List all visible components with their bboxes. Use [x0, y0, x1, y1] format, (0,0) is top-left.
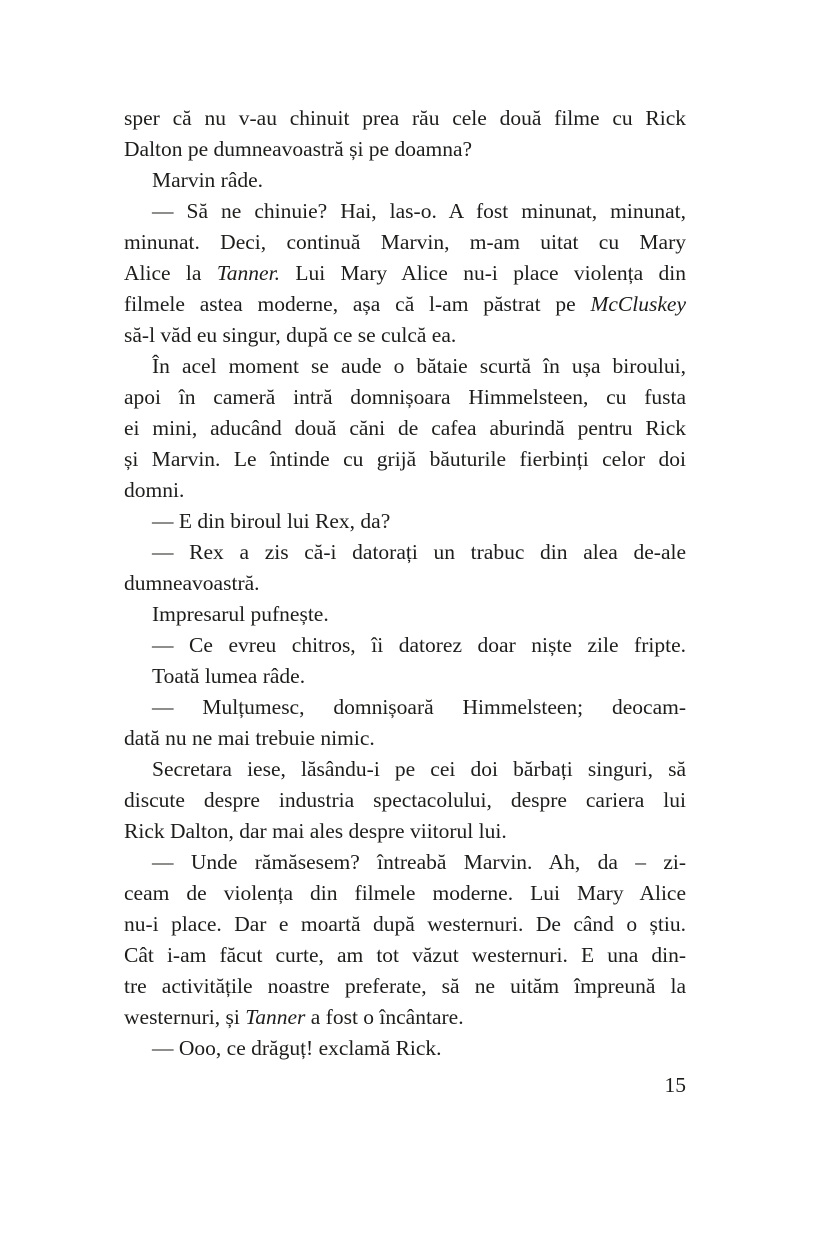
- body-text: domni.: [124, 478, 185, 502]
- body-text: apoi în cameră intră domnișoara Himmelsteen, cu fusta: [124, 385, 686, 409]
- body-text: ceam de violența din filmele moderne. Lui Mary Alice: [124, 881, 686, 905]
- body-text: sper că nu v-au chinuit prea rău cele două filme cu Rick: [124, 106, 686, 130]
- body-text: westernuri, și: [124, 1005, 246, 1029]
- body-text: tre activitățile noastre preferate, să ne uităm împreună la: [124, 974, 686, 998]
- text-line: [124, 816, 686, 847]
- text-line: [124, 692, 686, 723]
- italic-text: McCluskey: [590, 292, 686, 316]
- page-number: 15: [664, 1073, 686, 1097]
- text-line: [124, 599, 686, 630]
- text-line: [124, 568, 686, 599]
- body-text: — Ce evreu chitros, îi datorez doar niște zile fripte.: [152, 633, 686, 657]
- body-text: — Mulțumesc, domnișoară Himmelsteen; deocam-: [152, 695, 686, 719]
- body-text: ei mini, aducând două căni de cafea aburindă pentru Rick: [124, 416, 686, 440]
- body-text: dumneavoastră.: [124, 571, 260, 595]
- body-text: discute despre industria spectacolului, despre cariera lui: [124, 788, 686, 812]
- body-text: a fost o încântare.: [305, 1005, 464, 1029]
- text-line: [124, 289, 686, 320]
- text-line: [124, 940, 686, 971]
- body-text: — Ooo, ce drăguț! exclamă Rick.: [152, 1036, 442, 1060]
- text-line: [124, 785, 686, 816]
- body-text: Cât i-am făcut curte, am tot văzut westernuri. E una din-: [124, 943, 686, 967]
- text-line: [124, 382, 686, 413]
- text-line: [124, 134, 686, 165]
- body-text: nu-i place. Dar e moartă după westernuri. De când o știu.: [124, 912, 686, 936]
- text-line: [124, 537, 686, 568]
- body-text: — Să ne chinuie? Hai, las-o. A fost minunat, minunat,: [152, 199, 686, 223]
- body-text: minunat. Deci, continuă Marvin, m-am uitat cu Mary: [124, 230, 686, 254]
- text-line: [124, 661, 686, 692]
- body-text: Rick Dalton, dar mai ales despre viitorul lui.: [124, 819, 507, 843]
- body-text: să-l văd eu singur, după ce se culcă ea.: [124, 323, 457, 347]
- text-line: [124, 847, 686, 878]
- text-line: [124, 258, 686, 289]
- text-line: [124, 475, 686, 506]
- body-text: dată nu ne mai trebuie nimic.: [124, 726, 375, 750]
- body-text: Secretara iese, lăsându-i pe cei doi bărbați singuri, să: [152, 757, 686, 781]
- text-line: [124, 165, 686, 196]
- text-line: [124, 506, 686, 537]
- body-text: — Unde rămăsesem? întreabă Marvin. Ah, da – zi-: [152, 850, 686, 874]
- text-line: [124, 1033, 686, 1064]
- text-block: [124, 103, 686, 1064]
- text-line: [124, 630, 686, 661]
- text-line: [124, 227, 686, 258]
- italic-text: Tanner: [245, 1005, 306, 1029]
- body-text: Lui Mary Alice nu-i place violența din: [279, 261, 687, 285]
- body-text: Marvin râde.: [152, 168, 264, 192]
- text-line: [124, 351, 686, 382]
- body-text: În acel moment se aude o bătaie scurtă în ușa biroului,: [152, 354, 686, 378]
- text-line: [124, 971, 686, 1002]
- body-text: — Rex a zis că-i datorați un trabuc din alea de-ale: [152, 540, 686, 564]
- body-text: Impresarul pufnește.: [152, 602, 329, 626]
- text-line: [124, 196, 686, 227]
- italic-text: Tanner.: [216, 261, 280, 285]
- text-line: [124, 909, 686, 940]
- body-text: — E din biroul lui Rex, da?: [152, 509, 391, 533]
- text-line: [124, 103, 686, 134]
- text-line: [124, 1002, 686, 1033]
- body-text: Dalton pe dumneavoastră și pe doamna?: [124, 137, 473, 161]
- text-line: [124, 444, 686, 475]
- text-line: [124, 413, 686, 444]
- body-text: și Marvin. Le întinde cu grijă băuturile fierbinți celor doi: [124, 447, 686, 471]
- body-text: filmele astea moderne, așa că l-am păstrat pe: [124, 292, 591, 316]
- text-line: [124, 878, 686, 909]
- text-line: [124, 723, 686, 754]
- body-text: Alice la: [124, 261, 217, 285]
- text-line: [124, 754, 686, 785]
- text-line: [124, 320, 686, 351]
- body-text: Toată lumea râde.: [152, 664, 306, 688]
